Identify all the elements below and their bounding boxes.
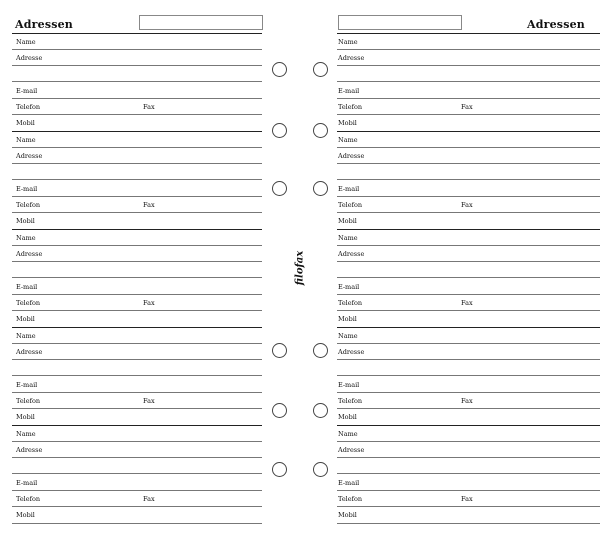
writing-line[interactable] <box>337 163 600 164</box>
writing-line[interactable] <box>337 65 600 66</box>
writing-line[interactable] <box>12 179 262 180</box>
writing-line[interactable] <box>12 392 262 393</box>
writing-line[interactable] <box>12 441 262 442</box>
writing-line[interactable] <box>12 196 262 197</box>
writing-line[interactable] <box>337 408 600 409</box>
writing-line[interactable] <box>337 375 600 376</box>
field-label-phone: Telefon <box>16 299 41 307</box>
writing-line[interactable] <box>337 212 600 213</box>
field-label-fax: Fax <box>461 397 473 405</box>
field-label-mobile: Mobil <box>338 413 357 421</box>
writing-line[interactable] <box>12 81 262 82</box>
field-label-email: E-mail <box>338 479 360 487</box>
writing-line[interactable] <box>337 277 600 278</box>
field-label-name: Name <box>338 136 358 144</box>
field-label-email: E-mail <box>16 283 38 291</box>
field-label-address: Adresse <box>338 152 365 160</box>
writing-line[interactable] <box>337 490 600 491</box>
field-label-email: E-mail <box>338 185 360 193</box>
punch-hole <box>272 462 287 477</box>
writing-line[interactable] <box>12 343 262 344</box>
field-label-fax: Fax <box>143 495 155 503</box>
field-label-fax: Fax <box>143 103 155 111</box>
field-label-email: E-mail <box>338 87 360 95</box>
field-label-address: Adresse <box>16 250 43 258</box>
writing-line[interactable] <box>337 294 600 295</box>
writing-line[interactable] <box>337 245 600 246</box>
writing-line[interactable] <box>12 457 262 458</box>
field-label-name: Name <box>338 234 358 242</box>
field-label-address: Adresse <box>16 54 43 62</box>
entry-separator <box>12 327 262 328</box>
entry-separator <box>12 229 262 230</box>
writing-line[interactable] <box>12 473 262 474</box>
writing-line[interactable] <box>12 359 262 360</box>
entry-separator <box>12 425 262 426</box>
field-label-fax: Fax <box>461 299 473 307</box>
writing-line[interactable] <box>337 359 600 360</box>
writing-line[interactable] <box>12 98 262 99</box>
field-label-name: Name <box>16 430 36 438</box>
punch-hole <box>313 123 328 138</box>
writing-line[interactable] <box>337 392 600 393</box>
field-label-fax: Fax <box>461 103 473 111</box>
writing-line[interactable] <box>337 49 600 50</box>
writing-line[interactable] <box>12 49 262 50</box>
field-label-phone: Telefon <box>16 397 41 405</box>
punch-hole <box>313 343 328 358</box>
field-label-address: Adresse <box>338 54 365 62</box>
writing-line[interactable] <box>12 147 262 148</box>
punch-hole <box>313 462 328 477</box>
title-field[interactable] <box>338 15 462 30</box>
page-title: Adressen <box>15 18 74 31</box>
field-label-phone: Telefon <box>338 495 363 503</box>
entry-separator <box>12 523 262 524</box>
writing-line[interactable] <box>12 294 262 295</box>
field-label-email: E-mail <box>338 381 360 389</box>
writing-line[interactable] <box>337 261 600 262</box>
writing-line[interactable] <box>12 65 262 66</box>
writing-line[interactable] <box>337 310 600 311</box>
writing-line[interactable] <box>337 473 600 474</box>
left-page <box>0 0 262 540</box>
entry-separator <box>337 229 600 230</box>
punch-hole <box>272 343 287 358</box>
writing-line[interactable] <box>12 375 262 376</box>
field-label-email: E-mail <box>16 381 38 389</box>
field-label-phone: Telefon <box>16 495 41 503</box>
entry-separator <box>337 425 600 426</box>
field-label-name: Name <box>16 234 36 242</box>
page-title: Adressen <box>526 18 585 31</box>
writing-line[interactable] <box>12 114 262 115</box>
field-label-fax: Fax <box>143 299 155 307</box>
field-label-phone: Telefon <box>338 201 363 209</box>
field-label-mobile: Mobil <box>16 119 35 127</box>
punch-hole <box>272 123 287 138</box>
writing-line[interactable] <box>12 277 262 278</box>
writing-line[interactable] <box>12 408 262 409</box>
punch-hole <box>272 62 287 77</box>
punch-hole <box>313 181 328 196</box>
right-page <box>337 0 600 540</box>
field-label-fax: Fax <box>461 495 473 503</box>
writing-line[interactable] <box>12 261 262 262</box>
writing-line[interactable] <box>337 441 600 442</box>
field-label-mobile: Mobil <box>16 413 35 421</box>
writing-line[interactable] <box>337 81 600 82</box>
writing-line[interactable] <box>12 245 262 246</box>
field-label-email: E-mail <box>16 185 38 193</box>
field-label-email: E-mail <box>338 283 360 291</box>
title-underline <box>12 33 262 34</box>
field-label-mobile: Mobil <box>338 217 357 225</box>
writing-line[interactable] <box>337 114 600 115</box>
field-label-name: Name <box>16 136 36 144</box>
entry-separator <box>337 327 600 328</box>
writing-line[interactable] <box>12 506 262 507</box>
field-label-phone: Telefon <box>338 103 363 111</box>
writing-line[interactable] <box>337 343 600 344</box>
field-label-fax: Fax <box>461 201 473 209</box>
field-label-name: Name <box>338 38 358 46</box>
title-field[interactable] <box>139 15 263 30</box>
title-underline <box>337 33 600 34</box>
field-label-mobile: Mobil <box>16 315 35 323</box>
field-label-mobile: Mobil <box>338 119 357 127</box>
writing-line[interactable] <box>337 98 600 99</box>
writing-line[interactable] <box>12 163 262 164</box>
writing-line[interactable] <box>12 310 262 311</box>
punch-hole <box>313 403 328 418</box>
punch-hole <box>313 62 328 77</box>
field-label-mobile: Mobil <box>16 511 35 519</box>
field-label-name: Name <box>338 430 358 438</box>
writing-line[interactable] <box>12 212 262 213</box>
writing-line[interactable] <box>337 457 600 458</box>
field-label-address: Adresse <box>16 348 43 356</box>
entry-separator <box>337 131 600 132</box>
field-label-mobile: Mobil <box>338 315 357 323</box>
field-label-address: Adresse <box>338 250 365 258</box>
field-label-mobile: Mobil <box>338 511 357 519</box>
brand-logo: filofax <box>294 250 306 286</box>
field-label-fax: Fax <box>143 201 155 209</box>
field-label-address: Adresse <box>338 348 365 356</box>
writing-line[interactable] <box>337 147 600 148</box>
field-label-name: Name <box>338 332 358 340</box>
field-label-address: Adresse <box>16 152 43 160</box>
field-label-phone: Telefon <box>338 299 363 307</box>
field-label-name: Name <box>16 38 36 46</box>
writing-line[interactable] <box>337 179 600 180</box>
writing-line[interactable] <box>337 196 600 197</box>
punch-hole <box>272 403 287 418</box>
field-label-address: Adresse <box>338 446 365 454</box>
entry-separator <box>12 131 262 132</box>
writing-line[interactable] <box>337 506 600 507</box>
field-label-fax: Fax <box>143 397 155 405</box>
field-label-phone: Telefon <box>338 397 363 405</box>
entry-separator <box>337 523 600 524</box>
field-label-email: E-mail <box>16 479 38 487</box>
field-label-email: E-mail <box>16 87 38 95</box>
writing-line[interactable] <box>12 490 262 491</box>
field-label-name: Name <box>16 332 36 340</box>
field-label-phone: Telefon <box>16 103 41 111</box>
field-label-phone: Telefon <box>16 201 41 209</box>
field-label-mobile: Mobil <box>16 217 35 225</box>
field-label-address: Adresse <box>16 446 43 454</box>
punch-hole <box>272 181 287 196</box>
